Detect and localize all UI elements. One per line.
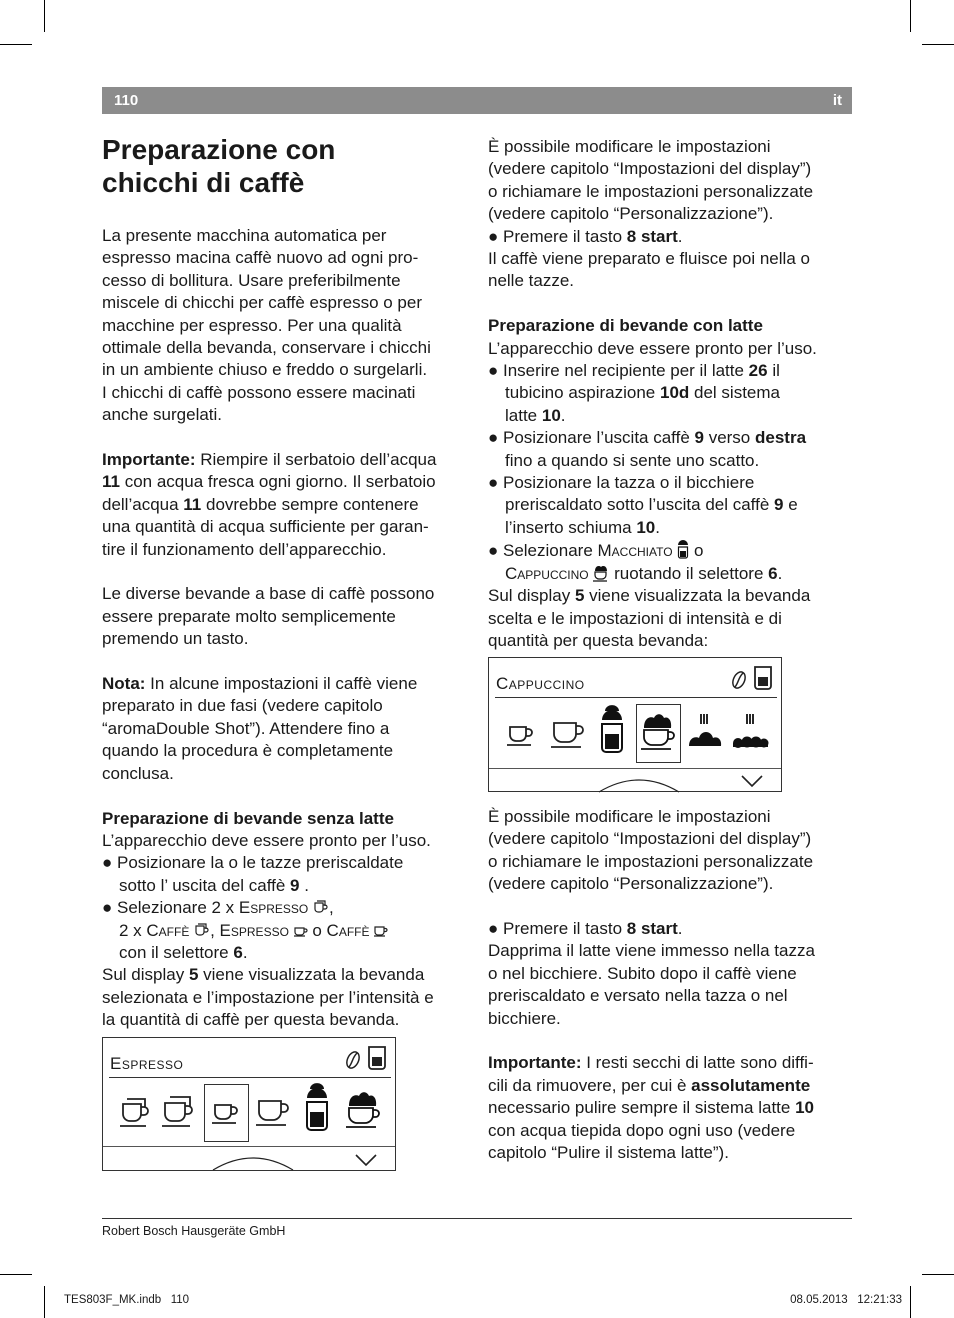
ready-text-milk: L’apparecchio deve essere pronto per l’uso. — [488, 338, 817, 358]
foam-cup-icon — [593, 564, 609, 582]
footer-divider — [102, 1218, 852, 1219]
crop-mark — [922, 44, 954, 45]
double-cup-icon — [194, 923, 210, 937]
glass-icon — [304, 1084, 330, 1132]
cappuccino-display — [488, 657, 782, 792]
cup-icon — [256, 1098, 290, 1128]
display-paragraph-milk: Sul display 5 viene visualizzata la bevanda scelta e le impostazioni di intensità e di quantità per questa bevanda: — [488, 586, 811, 650]
press-start-bullet-2: ● Premere il tasto 8 start. — [488, 919, 683, 939]
display-bottom-divider — [489, 768, 781, 769]
cup-icon — [374, 925, 388, 937]
crop-mark — [0, 1274, 32, 1275]
crop-mark — [0, 44, 32, 45]
crop-mark — [910, 0, 911, 32]
display-title: Cappuccino — [496, 674, 585, 693]
print-slug-file: TES803F_MK.indb 110 — [64, 1294, 190, 1306]
milk-foam-icon — [731, 710, 769, 750]
bullet-insert-tube: ● Inserire nel recipiente per il latte 26 il tubicino aspirazione 10d del sistema latte 10. — [488, 361, 780, 425]
chevron-down-icon[interactable] — [741, 775, 763, 787]
bean-icon — [344, 1050, 362, 1070]
glass-icon — [599, 706, 625, 754]
language-code: it — [832, 92, 842, 109]
foam-cup-icon[interactable] — [640, 712, 676, 752]
display-divider — [109, 1077, 391, 1078]
espresso-display — [102, 1037, 396, 1171]
display-bottom-divider — [103, 1146, 395, 1147]
section-heading-milk: Preparazione di bevande con latte — [488, 316, 763, 336]
modify-settings-paragraph-2: È possibile modificare le impostazioni (vedere capitolo “Impostazioni del display”) o richiamare le impostazioni personalizzate (vedere capitolo “Personalizzazione”). — [488, 807, 814, 894]
print-slug-date: 08.05.2013 12:21:33 — [790, 1294, 902, 1306]
bullet-position-outlet: ● Posizionare l’uscita caffè 9 verso destra fino a quando si sente uno scatto. — [488, 428, 807, 470]
bullet-select-milk-drink: ● Selezionare Macchiato o Cappuccino ruotando il selettore 6. — [488, 541, 783, 583]
important-paragraph: Importante: Riempire il serbatoio dell’acqua 11 con acqua fresca ogni giorno. Il serbatoio dell’acqua 11 dovrebbe sempre contenere una quantità di acqua sufficiente per garan- tire il funzionamento dell’apparecchio. — [102, 450, 437, 559]
intro-paragraph: La presente macchina automatica per espresso macina caffè nuovo ad ogni pro- cesso di bollitura. Usare preferibilmente miscele di chicchi per caffè espresso o per macchine per espresso. Per una qualità ottimale della bevanda, conservare i chicchi in un ambiente chiuso e freddo o surgelarli. I chicchi di caffè possono essere macinati anche surgelati. — [102, 226, 431, 425]
beverages-paragraph: Le diverse bevande a base di caffè possono essere preparate molto semplicemente premendo un tasto. — [102, 584, 435, 649]
note-paragraph: Nota: In alcune impostazioni il caffè viene preparato in due fasi (vedere capitolo “aromaDouble Shot”). Attendere fino a quando la procedura è completamente conclusa. — [102, 674, 418, 783]
modify-settings-paragraph: È possibile modificare le impostazioni (vedere capitolo “Impostazioni del display”) o richiamare le impostazioni personalizzate (vedere capitolo “Personalizzazione”). — [488, 137, 814, 224]
glass-icon — [677, 539, 689, 559]
scroll-arc — [213, 1150, 293, 1170]
bullet-select-drink: ● Selezionare 2 x Espresso , 2 x Caffè , Espresso o Caffè con il selettore 6. — [102, 897, 472, 964]
important-milk-paragraph: Importante: I resti secchi di latte sono diffi- cili da rimuovere, per cui è assolutamente necessario pulire sempre il sistema latte 10 con acqua tiepida dopo ogni uso (vedere capitolo “Pulire il sistema latte”). — [488, 1053, 814, 1163]
bullet-position-cup: ● Posizionare la tazza o il bicchiere preriscaldato sotto l’uscita del caffè 9 e l’inserto schiuma 10. — [488, 473, 798, 537]
foam-cup-icon — [345, 1090, 381, 1130]
bullet-position-cups: ● Posizionare la o le tazze preriscaldate sotto l’ uscita del caffè 9 . — [102, 853, 404, 895]
footer-company: Robert Bosch Hausgeräte GmbH — [102, 1224, 286, 1238]
cup-icon — [551, 720, 585, 750]
milk-process-paragraph: Dapprima il latte viene immesso nella tazza o nel bicchiere. Subito dopo il caffè viene preriscaldato e versato nella tazza o nel bicchiere. — [488, 941, 815, 1028]
cup-icon — [294, 925, 308, 937]
display-title: Espresso — [110, 1054, 184, 1073]
crop-mark — [44, 1286, 45, 1318]
milk-amount-icon — [687, 710, 723, 750]
page-title: Preparazione con chicchi di caffè — [102, 134, 336, 198]
cup-icon — [507, 724, 535, 748]
scroll-arc — [599, 772, 679, 792]
crop-mark — [922, 1274, 954, 1275]
strength-icon — [753, 665, 773, 691]
chevron-down-icon[interactable] — [355, 1154, 377, 1166]
page-header-bar — [102, 87, 852, 114]
double-cup-icon — [162, 1094, 198, 1130]
section-heading-no-milk: Preparazione di bevande senza latte — [102, 808, 394, 828]
right-column: È possibile modificare le impostazioni (vedere capitolo “Impostazioni del display”) o richiamare le impostazioni personalizzate (vedere capitolo “Personalizzazione”). ● Premere il tasto 8 start. Il caffè viene preparato e fluisce poi nella o nelle tazze. Preparazione di bevande con latte L’apparecchio deve essere pronto per l’uso. ● Inserire nel recipiente per il latte 26 il tubicino aspirazione 10d del sistema latte 10. ● Posizionare l’uscita caffè 9 verso destra fino a quando si sente uno scatto. ● Posizionare la tazza o il bicchiere preriscaldato sotto l’uscita del caffè 9 e l’inserto schiuma 10. ● Selezionare Macchiato o Cappuccino ruotando il selettore 6. Sul display 5 viene visualizzata la bevanda scelta e le impostazioni di intensità e di quantità per questa bevanda: — [488, 136, 858, 652]
crop-mark — [44, 0, 45, 32]
double-cup-icon — [313, 900, 329, 914]
double-cup-icon — [120, 1096, 152, 1130]
cup-icon[interactable] — [212, 1102, 240, 1126]
left-column — [102, 133, 472, 1032]
strength-icon — [367, 1045, 387, 1071]
press-start-bullet: ● Premere il tasto 8 start. — [488, 226, 683, 246]
crop-mark — [910, 1286, 911, 1318]
display-paragraph: Sul display 5 viene visualizzata la bevanda selezionata e l’impostazione per l’intensità e la quantità di caffè per questa bevanda. — [102, 965, 434, 1030]
bean-icon — [730, 670, 748, 690]
page-number: 110 — [114, 92, 139, 109]
ready-text: L’apparecchio deve essere pronto per l’uso. — [102, 830, 431, 850]
display-divider — [495, 697, 777, 698]
right-column-lower — [488, 806, 858, 1164]
